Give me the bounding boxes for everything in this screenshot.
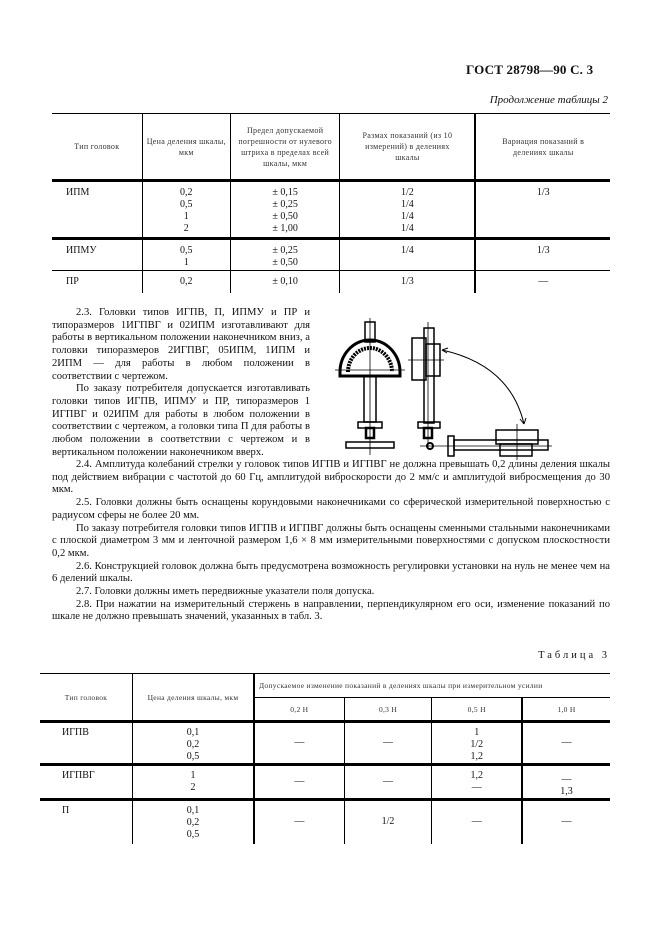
row-division: 0,2 0,5 1 2	[142, 181, 230, 239]
row-type: ПР	[66, 276, 79, 287]
row-force-0-2: —	[254, 765, 344, 800]
table-continuation-label: Продолжение таблицы 2	[489, 94, 608, 106]
row-force-1-0: —	[522, 800, 610, 844]
row-spread: 1/2 1/4 1/4 1/4	[340, 181, 476, 239]
row-force-0-5: 1,2 —	[432, 765, 522, 800]
row-type: ИПМ	[66, 187, 90, 198]
row-type: П	[62, 805, 70, 816]
table-row	[52, 181, 610, 239]
col-header-force-0-5: 0,5 Н	[432, 698, 522, 722]
row-type: ИПМУ	[66, 245, 97, 256]
row-force-0-3: —	[344, 765, 432, 800]
row-variation: —	[475, 271, 610, 293]
row-division: 1 2	[133, 765, 255, 800]
row-force-0-2: —	[254, 800, 344, 844]
row-force-0-3: —	[344, 722, 432, 765]
table-row	[40, 800, 610, 844]
row-force-0-3: 1/2	[344, 800, 432, 844]
row-division: 0,1 0,2 0,5	[133, 800, 255, 844]
sections-2-4-to-2-8	[52, 459, 610, 624]
paragraph-2-5: 2.5. Головки должны быть оснащены корундовыми наконечниками со сферической измерительной поверхностью с радиусом сферы не более 20 мм.	[52, 497, 610, 521]
row-type: ИГПВГ	[62, 770, 95, 781]
paragraph-2-4: 2.4. Амплитуда колебаний стрелки у головок типов ИГПВ и ИГПВГ не должна превышать 0,2 длины деления шкалы под действием вибрации с частотой до 60 Гц, амплитудой виброскорости до 2 мм/с и амплитудой вибросмещения до 30 мкм.	[52, 459, 610, 496]
col-header-force-group: Допускаемое изменение показаний в делениях шкалы при измерительном усилии	[254, 674, 610, 698]
col-header-division: Цена деления шкалы, мкм	[142, 114, 230, 181]
row-spread: 1/3	[340, 271, 476, 293]
indicator-positions-drawing	[320, 300, 620, 470]
row-error: ± 0,10	[230, 271, 339, 293]
table-row	[52, 271, 610, 293]
row-variation: 1/3	[475, 181, 610, 239]
row-division: 0,5 1	[142, 239, 230, 271]
col-header-spread: Размах показаний (из 10 измерений) в делениях шкалы	[340, 114, 476, 181]
paragraph-2-8: 2.8. При нажатии на измерительный стержень в направлении, перпендикулярном его оси, изменение показаний по шкале не должно превышать значений, указанных в табл. 3.	[52, 598, 610, 623]
col-header-variation: Вариация показаний в делениях шкалы	[475, 114, 610, 181]
paragraph-2-6: 2.6. Конструкцией головок должна быть предусмотрена возможность регулировки установки на нуль не менее чем на 6 делений шкалы.	[52, 560, 610, 585]
col-header-force-0-3: 0,3 Н	[344, 698, 432, 722]
document-code-header: ГОСТ 28798—90 С. 3	[466, 62, 594, 77]
row-division: 0,1 0,2 0,5	[133, 722, 255, 765]
table-3	[40, 673, 610, 844]
row-force-1-0: — 1,3	[522, 765, 610, 800]
table-row	[52, 239, 610, 271]
row-type: ИГПВ	[62, 727, 89, 738]
table-row	[40, 722, 610, 765]
row-force-0-5: —	[432, 800, 522, 844]
paragraph-2-7: 2.7. Головки должны иметь передвижные указатели поля допуска.	[76, 586, 375, 598]
col-header-type: Тип головок	[64, 692, 108, 702]
col-header-force-0-2: 0,2 Н	[254, 698, 344, 722]
row-force-1-0: —	[522, 722, 610, 765]
row-force-0-5: 1 1/2 1,2	[432, 722, 522, 765]
row-error: ± 0,15 ± 0,25 ± 0,50 ± 1,00	[230, 181, 339, 239]
section-2-3	[52, 307, 310, 459]
table-3-label: Таблица 3	[538, 650, 610, 661]
row-division: 0,2	[142, 271, 230, 293]
col-header-error-limit: Предел допускаемой погрешности от нулевого штриха в пределах всей шкалы, мкм	[230, 114, 339, 181]
col-header-force-1-0: 1,0 Н	[522, 698, 610, 722]
row-error: ± 0,25 ± 0,50	[230, 239, 339, 271]
col-header-division: Цена деления шкалы, мкм	[133, 674, 255, 722]
table-2	[52, 113, 610, 293]
col-header-type: Тип головок	[74, 142, 120, 151]
paragraph-2-5-order: По заказу потребителя головки типов ИГПВ и ИГПВГ должны быть оснащены сменными стальными наконечниками с плоской диаметром 3 мм и ленточной размером 1,6 × 8 мм измерительными поверхностями с допуском плоскостности 0,2 мкм.	[52, 522, 610, 559]
paragraph-2-3-order: По заказу потребителя допускается изготавливать головки типов ИГПВ, ИПМУ и ПР, типоразмеров 1 ИГПВГ и 02ИПМ для работы в любом положении в соответствии с чертежом, а головки типа П для работы в любом положении в соответствии с чертежом и в вертикальном положении наконечником вверх.	[52, 383, 310, 458]
paragraph-2-3: 2.3. Головки типов ИГПВ, П, ИПМУ и ПР и типоразмеров 1ИГПВГ и 02ИПМ изготавливают для работы в вертикальном положении наконечником вниз, а головки типоразмеров 2ИГПВГ, 05ИПМ, 1ИПМ и 2ИПМ — для работы в любом положении в соответствии с чертежом.	[52, 307, 310, 382]
row-variation: 1/3	[475, 239, 610, 271]
row-force-0-2: —	[254, 722, 344, 765]
table-row	[40, 765, 610, 800]
row-spread: 1/4	[340, 239, 476, 271]
